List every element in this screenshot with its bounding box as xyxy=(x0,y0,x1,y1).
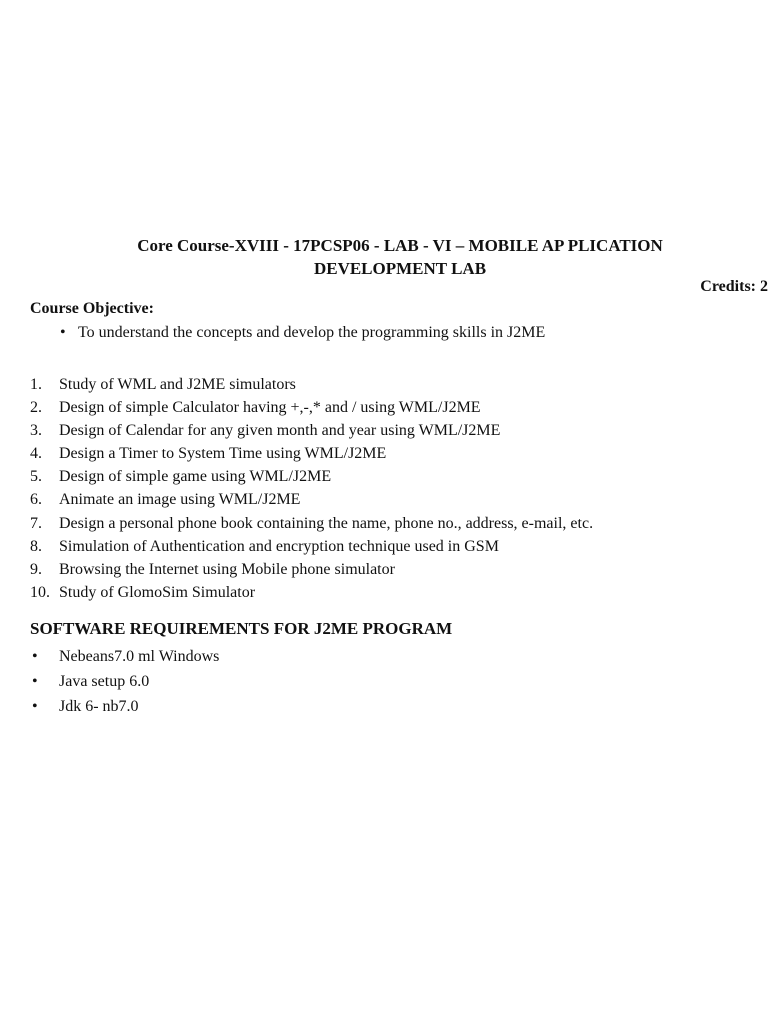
experiment-item xyxy=(30,581,593,604)
experiment-list xyxy=(30,373,593,604)
experiment-text: Study of WML and J2ME simulators xyxy=(59,376,296,393)
experiment-text: Design of simple Calculator having +,-,* and / using WML/J2ME xyxy=(59,399,481,417)
experiment-text: Study of GlomoSim Simulator xyxy=(59,583,256,601)
experiment-text: Browsing the Internet using Mobile phone simulator xyxy=(59,560,395,578)
bullet-icon: • xyxy=(60,324,66,341)
experiment-text: Design of simple game using WML/J2ME xyxy=(59,468,332,486)
experiment-item xyxy=(30,512,593,535)
experiment-item xyxy=(30,442,593,465)
experiment-item xyxy=(30,535,593,558)
experiment-item xyxy=(30,396,593,419)
course-title xyxy=(0,234,768,280)
credits-label: Credits: 2 xyxy=(700,278,768,295)
experiment-item xyxy=(30,373,593,396)
experiment-text: Design a personal phone book containing the name, phone no., address, e-mail, etc. xyxy=(59,514,594,532)
course-objective-item xyxy=(60,324,545,342)
software-item-text: Java setup 6.0 xyxy=(59,673,150,690)
experiment-text: Animate an image using WML/J2ME xyxy=(59,491,301,509)
course-objective-list xyxy=(60,324,545,342)
bullet-icon: • xyxy=(32,673,38,690)
experiment-item xyxy=(30,465,593,488)
experiment-item xyxy=(30,488,593,511)
experiment-number: 8. xyxy=(30,537,42,555)
software-item-text: Jdk 6- nb7.0 xyxy=(59,698,139,715)
experiment-text: Simulation of Authentication and encryption technique used in GSM xyxy=(59,537,499,555)
software-requirements-heading: SOFTWARE REQUIREMENTS FOR J2ME PROGRAM xyxy=(30,619,453,638)
bullet-icon: • xyxy=(32,648,38,665)
experiment-number: 6. xyxy=(30,491,42,509)
software-item-text: Nebeans7.0 ml Windows xyxy=(59,648,220,665)
experiment-number: 1. xyxy=(30,376,42,393)
experiment-text: Design a Timer to System Time using WML/J2ME xyxy=(59,445,387,463)
software-item xyxy=(30,694,219,719)
experiment-number: 4. xyxy=(30,445,42,463)
software-requirements-list xyxy=(30,644,219,719)
experiment-number: 2. xyxy=(30,399,42,417)
experiment-text: Design of Calendar for any given month and year using WML/J2ME xyxy=(59,422,501,440)
course-title-line-2: DEVELOPMENT LAB xyxy=(313,259,487,278)
bullet-icon: • xyxy=(32,698,38,715)
experiment-number: 9. xyxy=(30,560,42,578)
experiment-number: 3. xyxy=(30,422,42,440)
experiment-number: 10. xyxy=(30,583,50,601)
experiment-item xyxy=(30,558,593,581)
experiment-item xyxy=(30,419,593,442)
course-title-line-1: Core Course-XVIII - 17PCSP06 - LAB - VI – MOBILE AP PLICATION xyxy=(137,236,663,255)
software-item xyxy=(30,644,219,669)
experiment-number: 7. xyxy=(30,514,42,532)
course-objective-text: To understand the concepts and develop the programming skills in J2ME xyxy=(78,324,546,341)
software-item xyxy=(30,669,219,694)
experiment-number: 5. xyxy=(30,468,42,486)
course-objective-heading: Course Objective: xyxy=(30,300,154,317)
